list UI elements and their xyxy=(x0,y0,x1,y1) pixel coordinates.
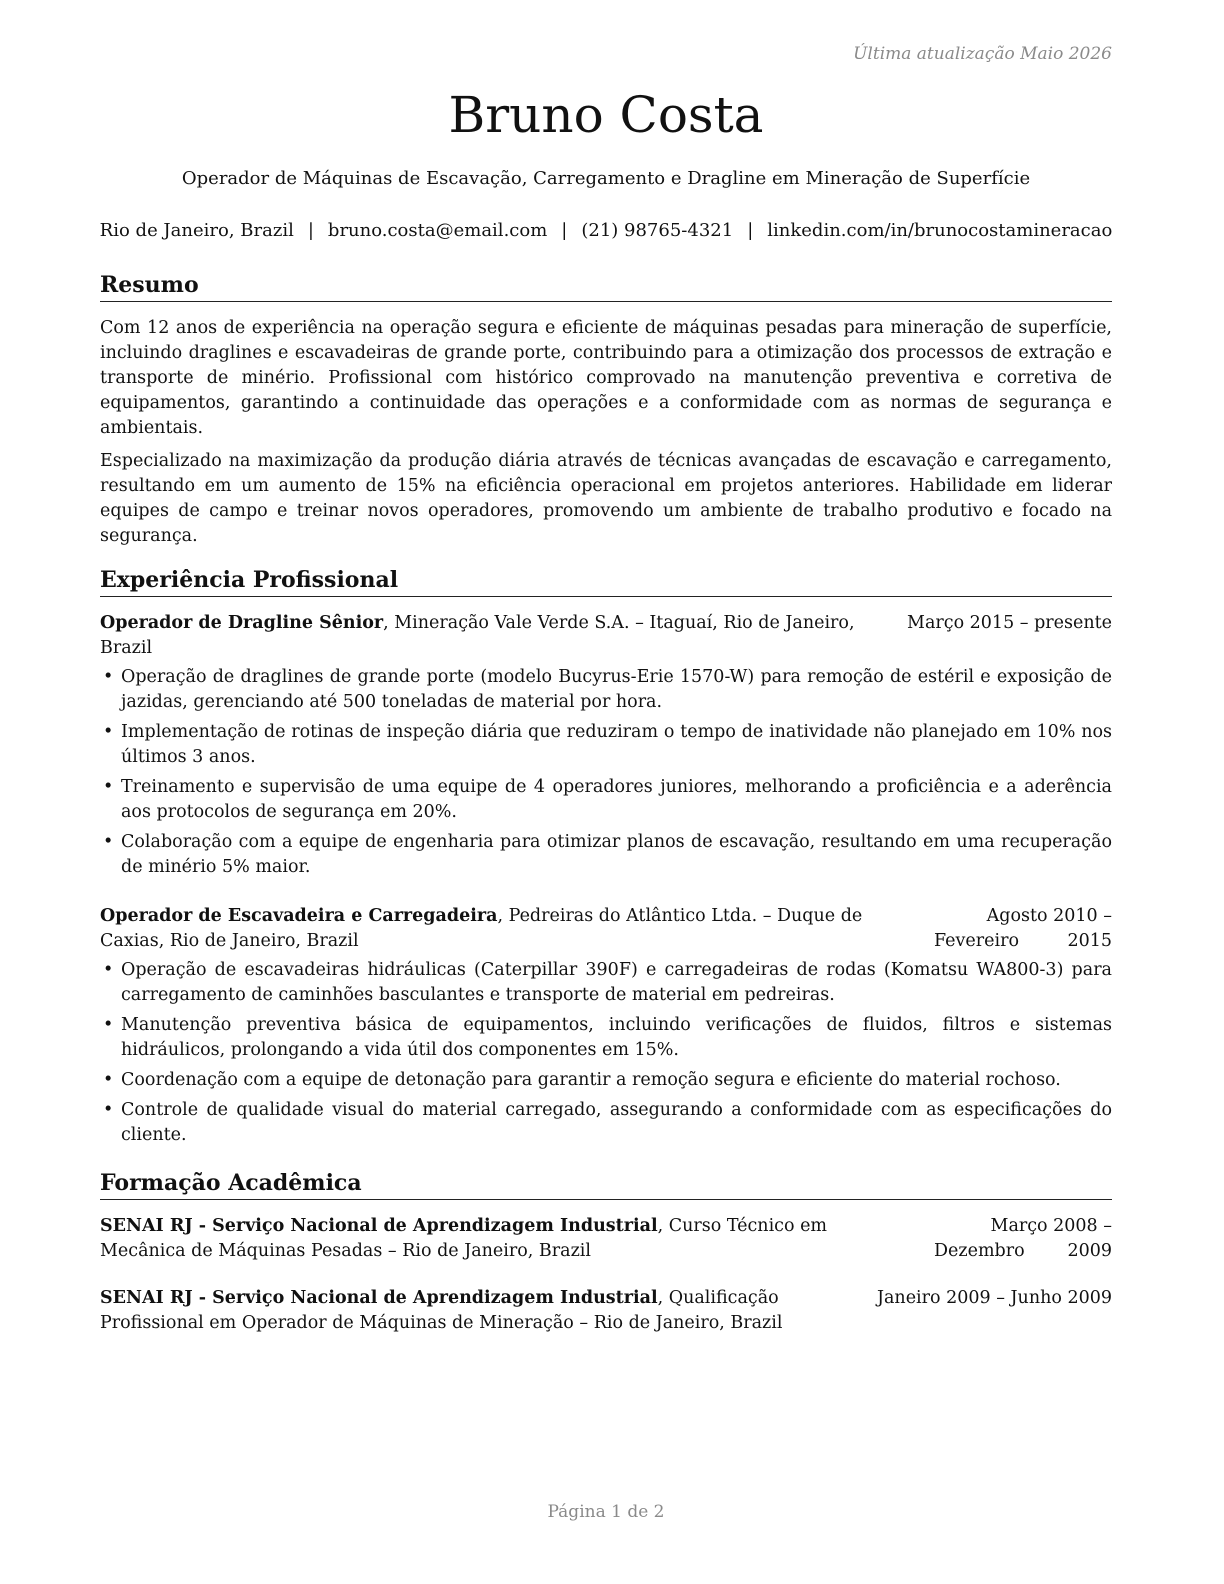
linkedin-link[interactable]: linkedin.com/in/brunocostamineracao xyxy=(767,220,1113,241)
education-section xyxy=(100,1168,1112,1336)
list-item xyxy=(100,665,1112,715)
contact-separator: | xyxy=(561,220,568,241)
bullet-icon: • xyxy=(103,1070,114,1090)
bullet-text: Colaboração com a equipe de engenharia para otimizar planos de escavação, resultando em uma recuperação de minério 5% maior. xyxy=(121,832,1112,877)
bullet-text: Operação de draglines de grande porte (modelo Bucyrus-Erie 1570-W) para remoção de estéril e exposição de jazidas, gerenciando até 500 toneladas de material por hora. xyxy=(121,667,1112,712)
summary-paragraph: Com 12 anos de experiência na operação segura e eficiente de máquinas pesadas para mineração de superfície, incluindo draglines e escavadeiras de grande porte, contribuindo para a otimização dos processos de extração e transporte de minério. Profissional com histórico comprovado na manutenção preventiva e corretiva de equipamentos, garantindo a continuidade das operações e a conformidade com as normas de segurança e ambientais. xyxy=(100,318,1112,438)
education-details: , Curso Técnico em Mecânica de Máquinas Pesadas – Rio de Janeiro, Brazil xyxy=(100,1216,828,1261)
list-item xyxy=(100,1013,1112,1063)
page-number: Página 1 de 2 xyxy=(547,1502,665,1522)
resume-body xyxy=(100,270,1112,1336)
summary-paragraph: Especializado na maximização da produção diária através de técnicas avançadas de escavação e carregamento, resultando em um aumento de 15% na eficiência operacional em projetos anteriores. Habilidade em liderar equipes de campo e treinar novos operadores, promovendo um ambiente de trabalho produtivo e focado na segurança. xyxy=(100,451,1112,546)
bullet-icon: • xyxy=(103,1015,114,1035)
job-entry xyxy=(100,904,1112,1148)
list-item xyxy=(100,1098,1112,1148)
job-entry xyxy=(100,611,1112,880)
bullet-icon: • xyxy=(103,777,114,797)
email-link[interactable]: bruno.costa@email.com xyxy=(327,220,548,241)
job-details: , Mineração Vale Verde S.A. – Itaguaí, Rio de Janeiro, Brazil xyxy=(100,613,855,658)
job-dates: Março 2015 – presente xyxy=(907,613,1112,633)
job-role: Operador de Escavadeira e Carregadeira xyxy=(100,906,498,926)
education-dates: Janeiro 2009 – Junho 2009 xyxy=(876,1288,1112,1308)
experience-section xyxy=(100,565,1112,1148)
list-item xyxy=(100,720,1112,770)
bullet-text: Manutenção preventiva básica de equipamentos, incluindo verificações de fluidos, filtros e sistemas hidráulicos, prolongando a vida útil dos componentes em 15%. xyxy=(121,1015,1112,1060)
education-dates: Março 2008 – Dezembro 2009 xyxy=(934,1216,1112,1261)
section-title-summary: Resumo xyxy=(100,270,1112,302)
education-entry xyxy=(100,1214,1112,1264)
job-details: , Pedreiras do Atlântico Ltda. – Duque de Caxias, Rio de Janeiro, Brazil xyxy=(100,906,863,951)
list-item xyxy=(100,830,1112,880)
contact-separator: | xyxy=(307,220,314,241)
list-item xyxy=(100,775,1112,825)
contact-line xyxy=(0,220,1212,241)
job-dates: Agosto 2010 – Fevereiro 2015 xyxy=(934,906,1112,951)
bullet-text: Coordenação com a equipe de detonação para garantir a remoção segura e eficiente do material rochoso. xyxy=(121,1070,1061,1090)
last-updated: Última atualização Maio 2026 xyxy=(853,44,1112,64)
candidate-name: Bruno Costa xyxy=(448,86,764,144)
bullet-text: Treinamento e supervisão de uma equipe de 4 operadores juniores, melhorando a proficiência e a aderência aos protocolos de segurança em 20%. xyxy=(121,777,1112,822)
institution-name: SENAI RJ - Serviço Nacional de Aprendizagem Industrial xyxy=(100,1288,658,1308)
bullet-icon: • xyxy=(103,667,114,687)
education-entry xyxy=(100,1286,1112,1336)
phone: (21) 98765-4321 xyxy=(581,220,734,241)
section-title-experience: Experiência Profissional xyxy=(100,565,1112,597)
job-role: Operador de Dragline Sênior xyxy=(100,613,384,633)
list-item xyxy=(100,958,1112,1008)
summary-section xyxy=(100,270,1112,549)
bullet-icon: • xyxy=(103,1100,114,1120)
bullet-icon: • xyxy=(103,722,114,742)
education-details: , Qualificação Profissional em Operador de Máquinas de Mineração – Rio de Janeiro, Brazil xyxy=(100,1288,783,1333)
bullet-icon: • xyxy=(103,960,114,980)
contact-separator: | xyxy=(747,220,754,241)
location: Rio de Janeiro, Brazil xyxy=(99,220,294,241)
section-title-education: Formação Acadêmica xyxy=(100,1168,1112,1200)
bullet-icon: • xyxy=(103,832,114,852)
institution-name: SENAI RJ - Serviço Nacional de Aprendizagem Industrial xyxy=(100,1216,658,1236)
bullet-text: Operação de escavadeiras hidráulicas (Caterpillar 390F) e carregadeiras de rodas (Komatsu WA800-3) para carregamento de caminhões basculantes e transporte de material em pedreiras. xyxy=(121,960,1112,1005)
headline: Operador de Máquinas de Escavação, Carregamento e Dragline em Mineração de Superfície xyxy=(181,168,1031,189)
list-item xyxy=(100,1068,1112,1093)
bullet-text: Implementação de rotinas de inspeção diária que reduziram o tempo de inatividade não planejado em 10% nos últimos 3 anos. xyxy=(121,722,1112,767)
bullet-text: Controle de qualidade visual do material carregado, assegurando a conformidade com as especificações do cliente. xyxy=(121,1100,1112,1145)
